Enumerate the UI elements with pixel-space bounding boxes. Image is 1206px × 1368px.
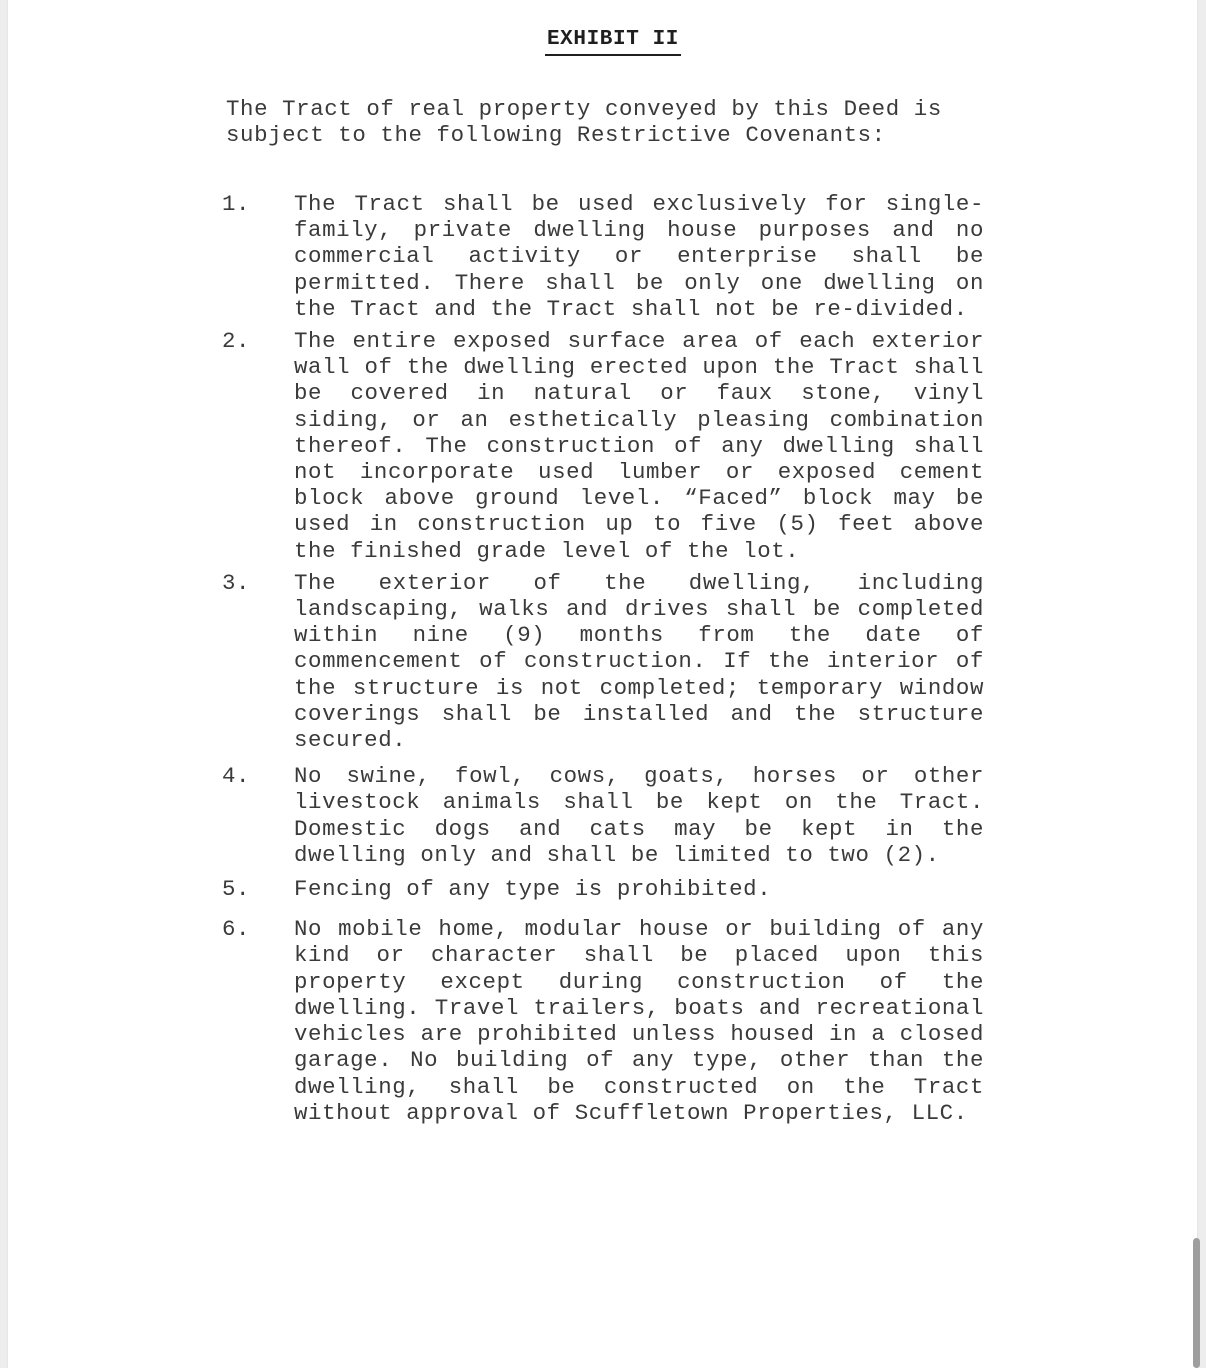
exhibit-title: EXHIBIT II xyxy=(545,28,681,56)
covenant-item xyxy=(218,328,998,564)
covenant-text: No mobile home, modular house or building of any kind or character shall be placed upon this property except during construction of the dwelling. Travel trailers, boats and recreational vehicles are prohibited unless housed in a closed garage. No building of any type, other than the dwelling, shall be constructed on the Tract without approval of Scuffletown Properties, LLC. xyxy=(294,916,984,1126)
covenant-text: The Tract shall be used exclusively for single-family, private dwelling house purposes and no commercial activity or enterprise shall be permitted. There shall be only one dwelling on the Tract and the Tract shall not be re-divided. xyxy=(294,191,984,322)
covenant-text: No swine, fowl, cows, goats, horses or other livestock animals shall be kept on the Tract. Domestic dogs and cats may be kept in the dwelling only and shall be limited to two (2). xyxy=(294,763,984,868)
covenant-number: 4. xyxy=(222,763,251,790)
document-page xyxy=(8,0,1197,1368)
covenant-item xyxy=(218,763,998,868)
covenant-text: Fencing of any type is prohibited. xyxy=(294,876,772,903)
covenant-number: 6. xyxy=(222,916,251,943)
vertical-scrollbar-thumb[interactable] xyxy=(1193,1238,1200,1368)
covenant-number: 1. xyxy=(222,191,251,217)
covenant-item xyxy=(218,191,998,322)
covenant-item xyxy=(218,876,998,902)
covenant-list xyxy=(218,191,998,1132)
covenant-item xyxy=(218,916,998,1126)
covenant-number: 5. xyxy=(222,876,251,903)
covenant-item xyxy=(218,570,998,753)
covenant-text: The exterior of the dwelling, including landscaping, walks and drives shall be completed within nine (9) months from the date of commencement of construction. If the interior of the structure is not completed; temporary window coverings shall be installed and the structure secured. xyxy=(294,569,984,754)
covenant-number: 3. xyxy=(222,569,251,596)
page-title xyxy=(8,28,1206,56)
covenant-number: 2. xyxy=(222,328,251,355)
covenant-text: The entire exposed surface area of each exterior wall of the dwelling erected upon the Tract shall be covered in natural or faux stone, vinyl siding, or an esthetically pleasing combination thereof. The construction of any dwelling shall not incorporate used lumber or exposed cement block above ground level. “Faced” block may be used in construction up to five (5) feet above the finished grade level of the lot. xyxy=(294,328,984,564)
intro-paragraph: The Tract of real property conveyed by this Deed is subject to the following Restrictive Covenants: xyxy=(226,96,942,148)
